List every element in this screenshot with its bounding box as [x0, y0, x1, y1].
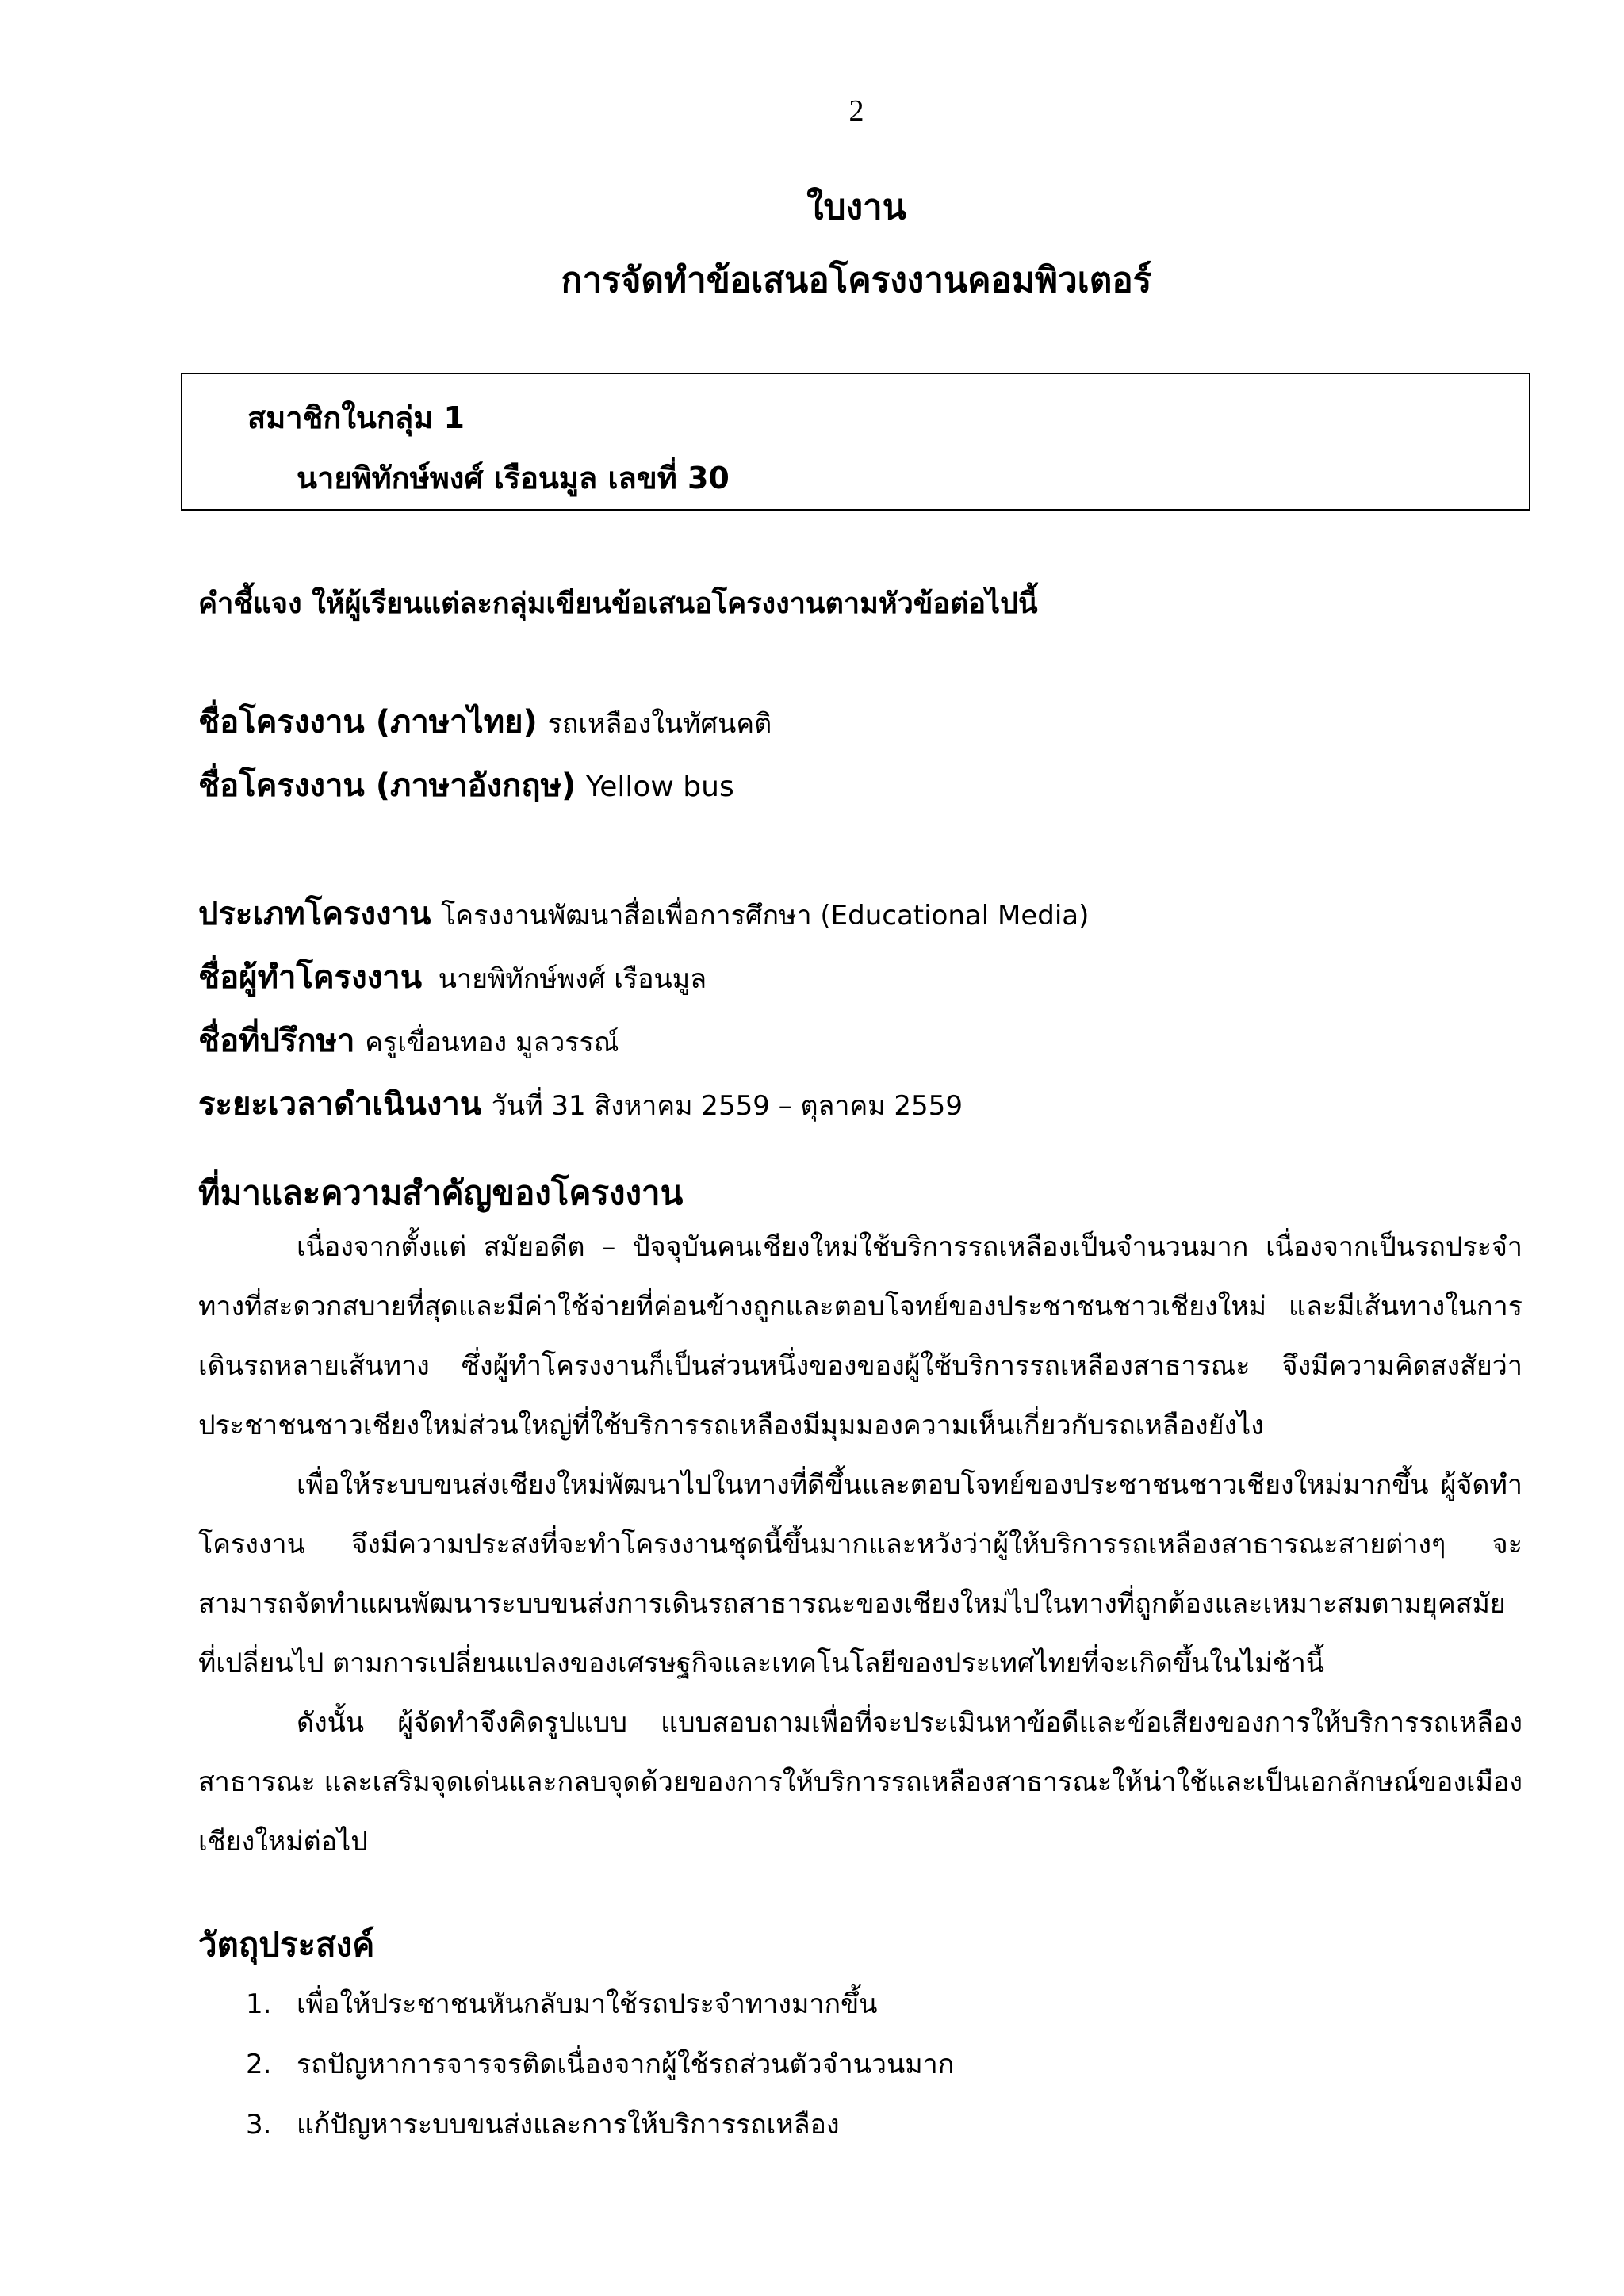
page-number: 2 — [848, 94, 864, 128]
background-paragraph-2: เพื่อให้ระบบขนส่งเชียงใหม่พัฒนาไปในทางที่ดีขึ้นและตอบโจทย์ของประชาชนชาวเชียงใหม่มากขึ้น ผู้จัดทำโครงงาน จึงมีความประสงที่จะทำโครงงานชุดนี้ขึ้นมากและหวังว่าผู้ให้บริการรถเหลืองสาธารณะสายต่างๆ จะสามารถจัดทำแผนพัฒนาระบบขนส่งการเดินรถสาธารณะของเชียงใหม่ไปในทางที่ถูกต้องและเหมาะสมตามยุคสมัยที่เปลี่ยนไป ตามการเปลี่ยนแปลงของเศรษฐกิจและเทคโนโลยีของประเทศไทยที่จะเกิดขึ้นในไม่ช้านี้ — [198, 1469, 1522, 1679]
advisor-value: ครูเขื่อนทอง มูลวรรณ์ — [365, 1027, 619, 1058]
project-name-th-value: รถเหลืองในทัศนคติ — [547, 708, 772, 740]
objective-text: รถปัญหาการจารจรติดเนื่องจากผู้ใช้รถส่วนตัวจำนวนมาก — [297, 2049, 955, 2080]
objectives-section-title: วัตถุประสงค์ — [198, 1925, 375, 1964]
project-type-value: โครงงานพัฒนาสื่อเพื่อการศึกษา (Educational Media) — [441, 900, 1090, 932]
group-members-box — [181, 373, 1530, 511]
project-name-en-value: Yellow bus — [586, 771, 734, 803]
project-type-row — [198, 888, 1089, 939]
project-name-th-row — [198, 696, 772, 747]
project-type-label: ประเภทโครงงาน — [198, 896, 431, 932]
objective-number: 3. — [246, 2109, 272, 2141]
objective-number: 2. — [246, 2049, 272, 2080]
objective-item — [198, 2034, 954, 2095]
objectives-list — [198, 1974, 954, 2155]
background-paragraph-3: ดังนั้น ผู้จัดทำจึงคิดรูปแบบ แบบสอบถามเพื่อที่จะประเมินหาข้อดีและข้อเสียงของการให้บริการรถเหลืองสาธารณะ และเสริมจุดเด่นและกลบจุดด้วยของการให้บริการรถเหลืองสาธารณะให้น่าใช้และเป็นเอกลักษณ์ของเมืองเชียงใหม่ต่อไป — [198, 1707, 1522, 1858]
project-name-en-label: ชื่อโครงงาน (ภาษาอังกฤษ) — [198, 767, 576, 804]
project-name-en-row — [198, 760, 734, 810]
duration-value: วันที่ 31 สิงหาคม 2559 – ตุลาคม 2559 — [491, 1090, 963, 1122]
instruction-text: คำชี้แจง ให้ผู้เรียนแต่ละกลุ่มเขียนข้อเสนอโครงงานตามหัวข้อต่อไปนี้ — [198, 587, 1038, 620]
worksheet-subtitle: การจัดทำข้อเสนอโครงงานคอมพิวเตอร์ — [561, 260, 1152, 300]
advisor-row — [198, 1015, 619, 1066]
objective-text: แก้ปัญหาระบบขนส่งและการให้บริการรถเหลือง — [297, 2109, 840, 2141]
duration-row — [198, 1078, 963, 1129]
advisor-label: ชื่อที่ปรึกษา — [198, 1023, 355, 1059]
duration-label: ระยะเวลาดำเนินงาน — [198, 1086, 482, 1123]
group-member-1: นายพิทักษ์พงศ์ เรือนมูล เลขที่ 30 — [297, 461, 730, 496]
author-value: นายพิทักษ์พงศ์ เรือนมูล — [438, 963, 707, 995]
objective-text: เพื่อให้ประชาชนหันกลับมาใช้รถประจำทางมากขึ้น — [297, 1988, 878, 2020]
author-row — [198, 951, 707, 1002]
objective-item — [198, 1974, 954, 2034]
objective-item — [198, 2095, 954, 2155]
objective-number: 1. — [246, 1988, 272, 2020]
background-paragraph-1: เนื่องจากตั้งแต่ สมัยอดีต – ปัจจุบันคนเชียงใหม่ใช้บริการรถเหลืองเป็นจำนวนมาก เนื่องจากเป็นรถประจำทางที่สะดวกสบายที่สุดและมีค่าใช้จ่ายที่ค่อนข้างถูกและตอบโจทย์ของประชาชนชาวเชียงใหม่ และมีเส้นทางในการเดินรถหลายเส้นทาง ซึ่งผู้ทำโครงงานก็เป็นส่วนหนึ่งของของผู้ใช้บริการรถเหลืองสาธารณะ จึงมีความคิดสงสัยว่าประชาชนชาวเชียงใหม่ส่วนใหญ่ที่ใช้บริการรถเหลืองมีมุมมองความเห็นเกี่ยวกับรถเหลืองยังไง — [198, 1231, 1522, 1441]
author-label: ชื่อผู้ทำโครงงาน — [198, 959, 423, 996]
group-members-heading: สมาชิกในกลุ่ม 1 — [247, 400, 465, 435]
worksheet-title: ใบงาน — [806, 187, 906, 228]
project-name-th-label: ชื่อโครงงาน (ภาษาไทย) — [198, 704, 538, 740]
background-section-title: ที่มาและความสำคัญของโครงงาน — [198, 1173, 684, 1212]
